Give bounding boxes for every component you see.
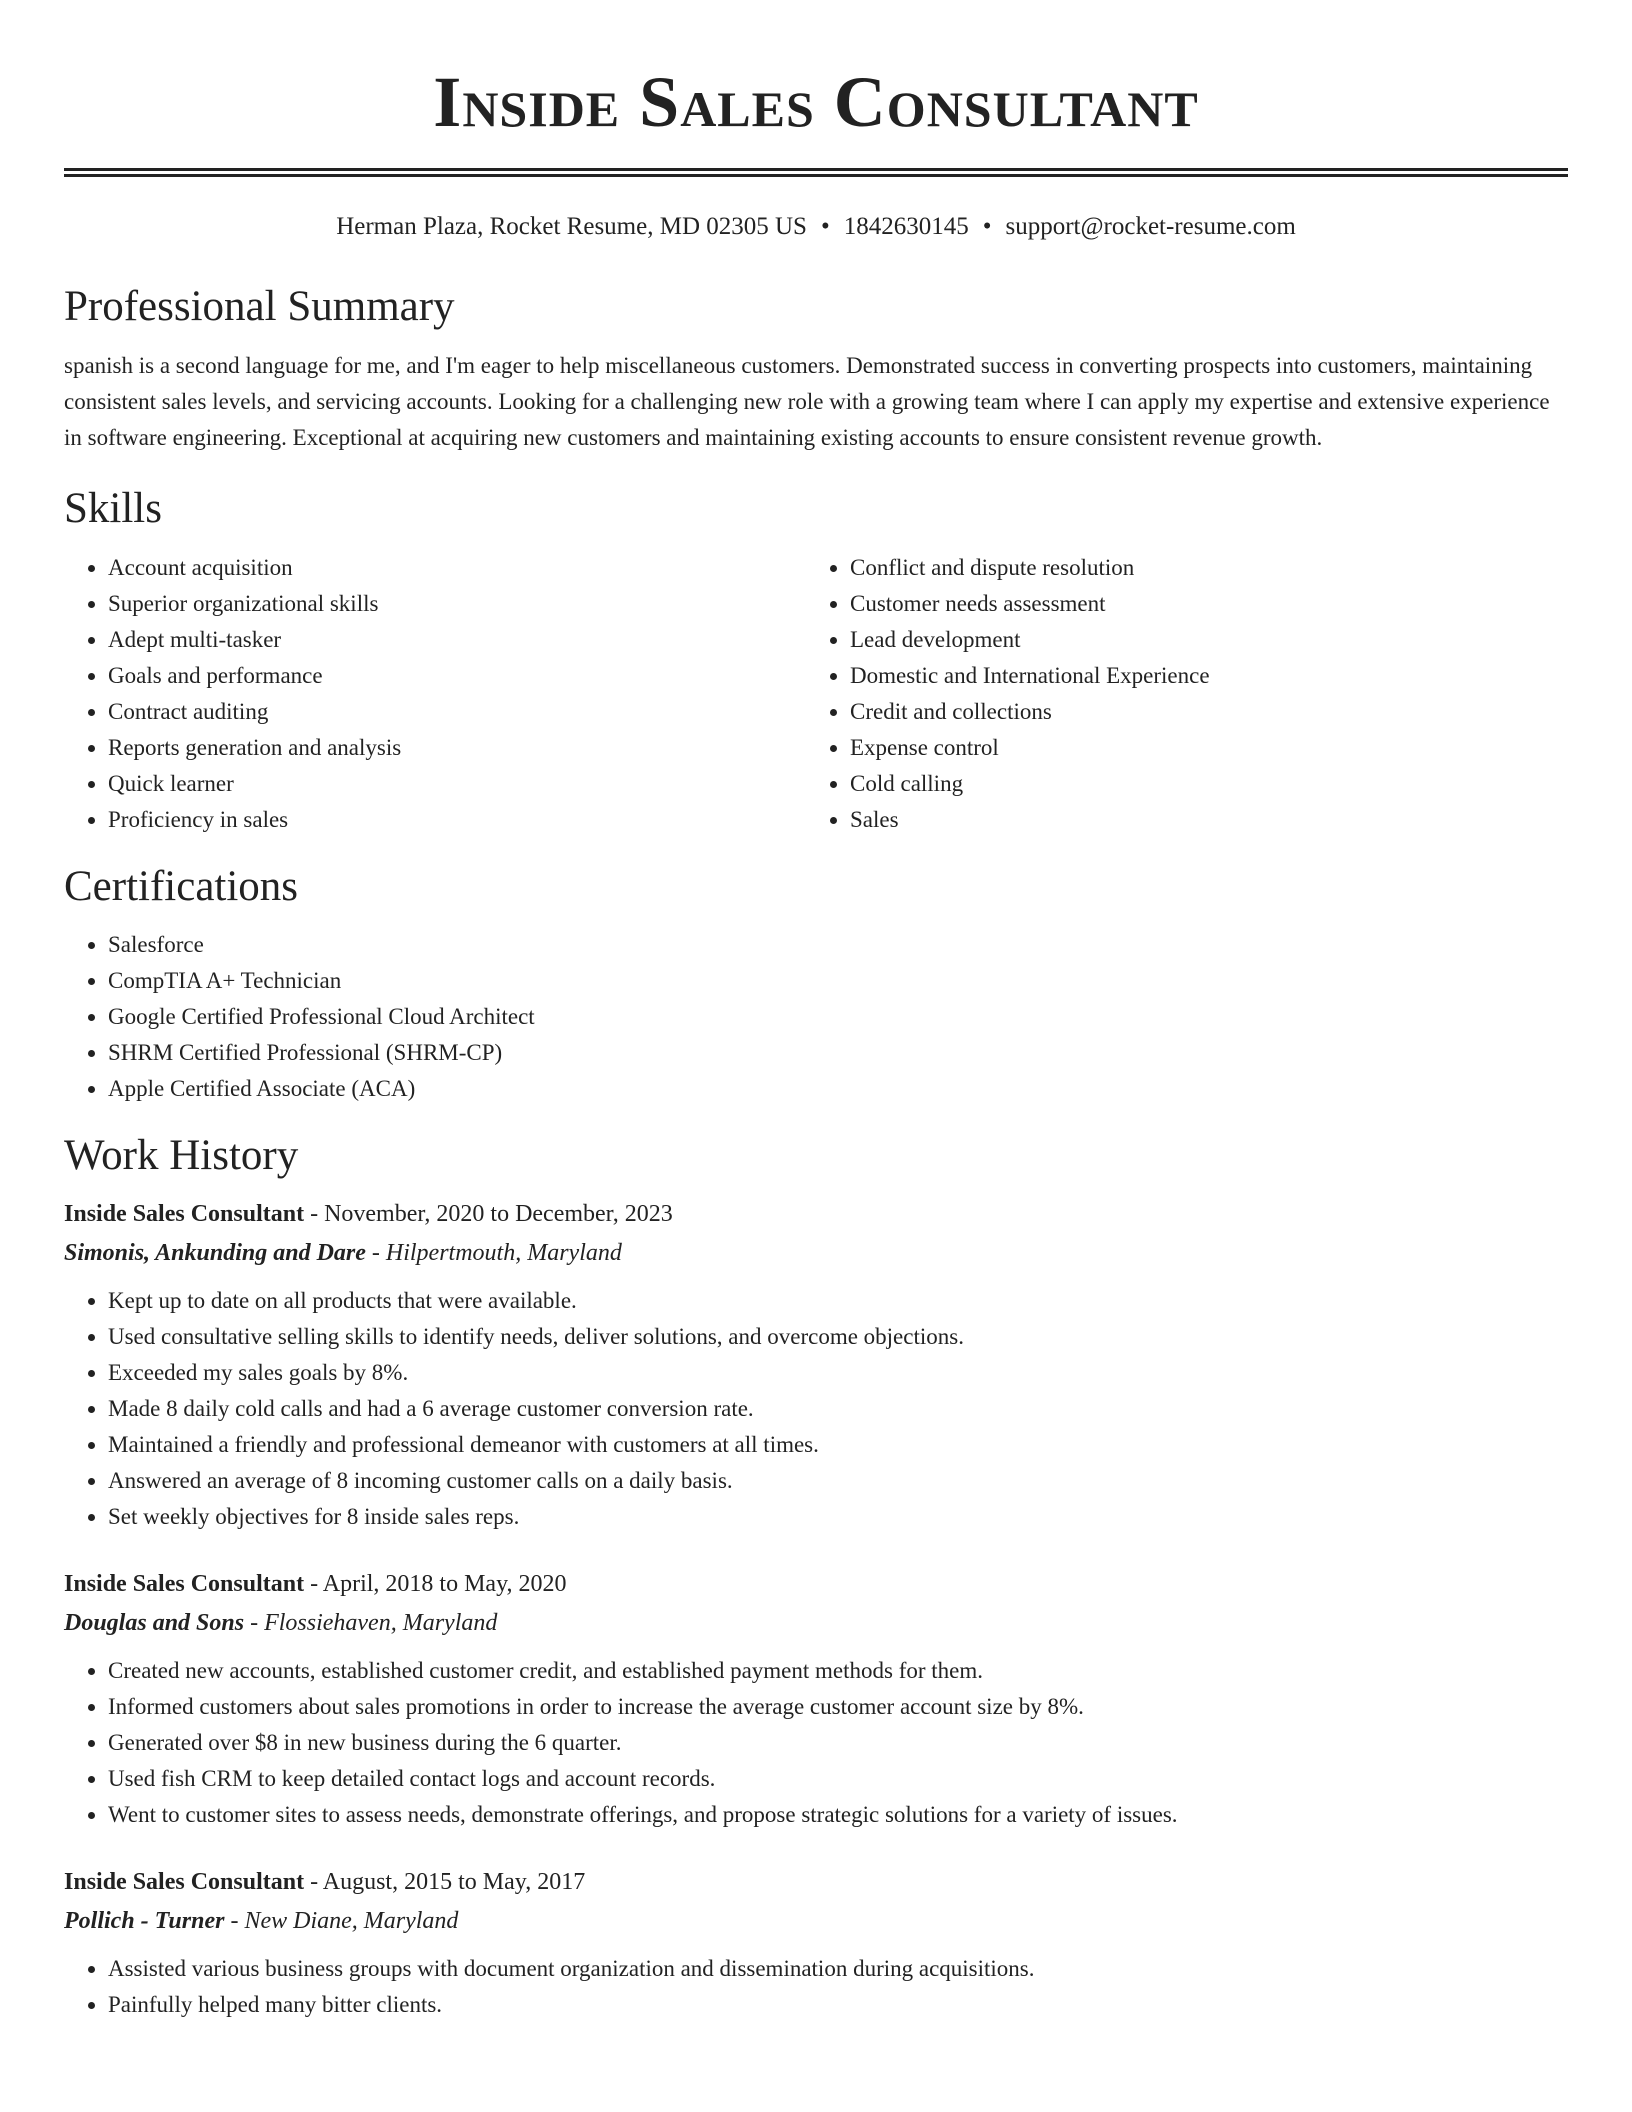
job-dates: - April, 2018 to May, 2020	[304, 1571, 567, 1597]
skill-item: • Cold calling	[850, 766, 1548, 802]
job-dates: - November, 2020 to December, 2023	[304, 1201, 673, 1227]
job-duty: • Used fish CRM to keep detailed contact logs and account records.	[108, 1761, 1568, 1797]
job-entry	[64, 1565, 1568, 1833]
job-entry	[64, 1863, 1568, 2023]
skills-grid	[64, 550, 1568, 838]
contact-line	[64, 211, 1568, 243]
contact-separator: •	[982, 213, 992, 240]
company-location: - Hilpertmouth, Maryland	[365, 1240, 622, 1266]
job-duty: • Went to customer sites to assess needs, demonstrate offerings, and propose strategic solutions for a variety of issues.	[108, 1797, 1568, 1833]
contact-email: support@rocket-resume.com	[1005, 213, 1296, 240]
company-name: Simonis, Ankunding and Dare	[64, 1240, 366, 1266]
skill-item: • Expense control	[850, 730, 1548, 766]
certifications-list	[64, 927, 1568, 1107]
job-duty: • Answered an average of 8 incoming customer calls on a daily basis.	[108, 1463, 1568, 1499]
skills-column-right	[806, 550, 1548, 838]
job-title-line	[64, 1565, 1568, 1603]
skill-item: • Goals and performance	[108, 658, 806, 694]
job-duty: • Used consultative selling skills to identify needs, deliver solutions, and overcome objections.	[108, 1319, 1568, 1355]
job-duty: • Created new accounts, established customer credit, and established payment methods for them.	[108, 1653, 1568, 1689]
certification-item: • Apple Certified Associate (ACA)	[108, 1071, 1568, 1107]
certifications-section	[64, 862, 1568, 1107]
job-title: Inside Sales Consultant	[64, 1571, 305, 1597]
job-duty: • Exceeded my sales goals by 8%.	[108, 1355, 1568, 1391]
skill-item: • Domestic and International Experience	[850, 658, 1548, 694]
job-duty: • Set weekly objectives for 8 inside sales reps.	[108, 1499, 1568, 1535]
job-duties-list	[64, 1653, 1568, 1833]
skill-item: • Credit and collections	[850, 694, 1548, 730]
job-title-line	[64, 1863, 1568, 1901]
contact-separator: •	[820, 213, 830, 240]
resume-page	[64, 0, 1568, 2023]
company-line	[64, 1901, 1568, 1941]
title-divider	[64, 168, 1568, 177]
work-history-section	[64, 1131, 1568, 2023]
skill-item: • Superior organizational skills	[108, 586, 806, 622]
skills-column-left	[64, 550, 806, 838]
work-history-heading: Work History	[64, 1132, 299, 1179]
contact-address: Herman Plaza, Rocket Resume, MD 02305 US	[336, 213, 807, 240]
job-title: Inside Sales Consultant	[64, 1201, 305, 1227]
certification-item: • CompTIA A+ Technician	[108, 963, 1568, 999]
job-dates: - August, 2015 to May, 2017	[304, 1869, 586, 1895]
certification-item: • Salesforce	[108, 927, 1568, 963]
skill-item: • Contract auditing	[108, 694, 806, 730]
job-duty: • Painfully helped many bitter clients.	[108, 1987, 1568, 2023]
skill-item: • Reports generation and analysis	[108, 730, 806, 766]
skills-section	[64, 484, 1568, 838]
company-line	[64, 1233, 1568, 1273]
job-duties-list	[64, 1283, 1568, 1535]
company-location: - New Diane, Maryland	[224, 1908, 459, 1934]
job-duty: • Informed customers about sales promotions in order to increase the average customer account size by 8%.	[108, 1689, 1568, 1725]
skills-heading: Skills	[64, 485, 162, 532]
certification-item: • SHRM Certified Professional (SHRM-CP)	[108, 1035, 1568, 1071]
job-duty: • Maintained a friendly and professional demeanor with customers at all times.	[108, 1427, 1568, 1463]
skill-item: • Lead development	[850, 622, 1548, 658]
company-location: - Flossiehaven, Maryland	[244, 1610, 498, 1636]
company-name: Pollich - Turner	[64, 1908, 225, 1934]
certifications-heading: Certifications	[64, 863, 299, 910]
skill-item: • Customer needs assessment	[850, 586, 1548, 622]
skill-item: • Adept multi-tasker	[108, 622, 806, 658]
job-duty: • Assisted various business groups with document organization and dissemination during acquisitions.	[108, 1951, 1568, 1987]
certification-item: • Google Certified Professional Cloud Architect	[108, 999, 1568, 1035]
skill-item: • Proficiency in sales	[108, 802, 806, 838]
skill-item: • Conflict and dispute resolution	[850, 550, 1548, 586]
contact-phone: 1842630145	[843, 213, 969, 240]
skills-list-left	[64, 550, 806, 838]
job-duty: • Generated over $8 in new business during the 6 quarter.	[108, 1725, 1568, 1761]
skills-list-right	[806, 550, 1548, 838]
skill-item: • Account acquisition	[108, 550, 806, 586]
job-entry	[64, 1195, 1568, 1535]
summary-heading: Professional Summary	[64, 283, 455, 330]
job-duty: • Kept up to date on all products that were available.	[108, 1283, 1568, 1319]
job-duty: • Made 8 daily cold calls and had a 6 average customer conversion rate.	[108, 1391, 1568, 1427]
skill-item: • Sales	[850, 802, 1548, 838]
summary-section	[64, 282, 1568, 456]
skill-item: • Quick learner	[108, 766, 806, 802]
job-title: Inside Sales Consultant	[64, 1869, 305, 1895]
job-title-line	[64, 1195, 1568, 1233]
company-name: Douglas and Sons	[64, 1610, 245, 1636]
resume-title: Inside Sales Consultant	[433, 62, 1199, 142]
summary-text: spanish is a second language for me, and I'm eager to help miscellaneous customers. Demonstrated success in converting prospects into customers, maintaining consistent sales levels, and servicing accounts. Looking for a challenging new role with a growing team where I can apply my expertise and extensive experience in software engineering. Exceptional at acquiring new customers and maintaining existing accounts to ensure consistent revenue growth.	[64, 353, 1550, 450]
job-duties-list	[64, 1951, 1568, 2023]
company-line	[64, 1603, 1568, 1643]
